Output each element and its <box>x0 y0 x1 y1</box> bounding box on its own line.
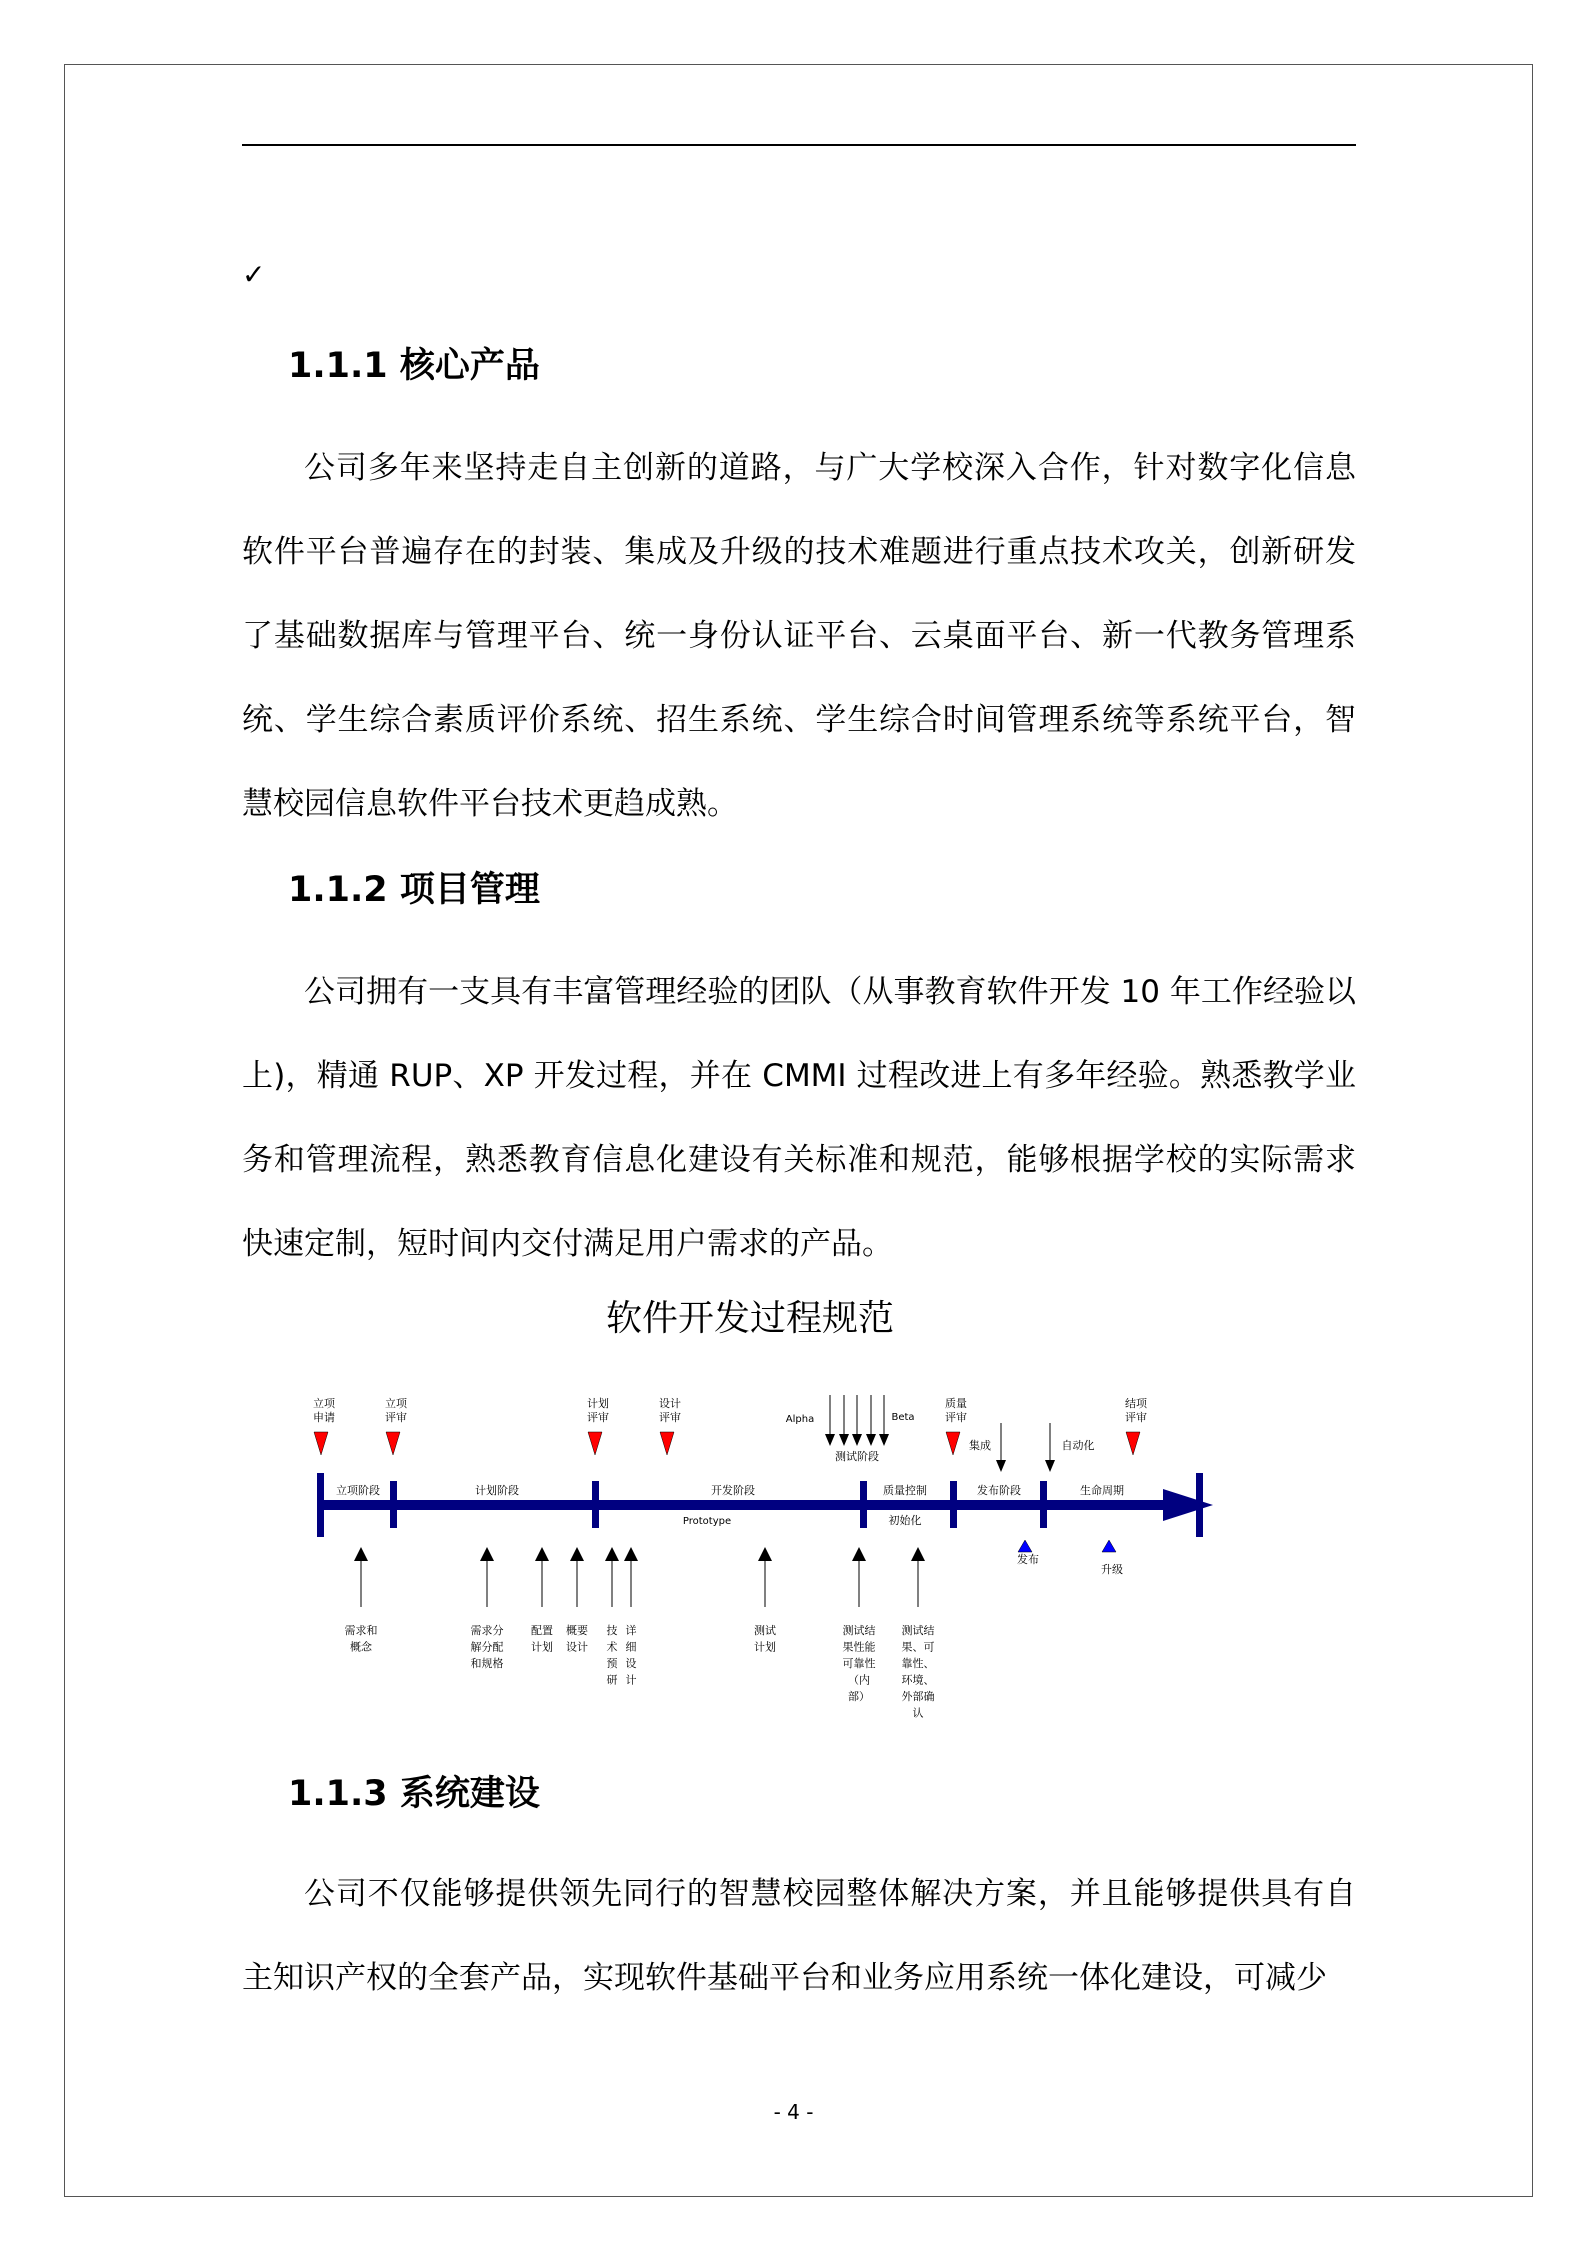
arrow-down-icon <box>839 1434 849 1446</box>
review-label: 评审 <box>659 1411 681 1424</box>
arrow-up-icon <box>480 1547 494 1561</box>
phase-divider <box>390 1481 397 1528</box>
diagram-title: 软件开发过程规范 <box>605 1298 894 1339</box>
phase-divider <box>950 1481 957 1528</box>
deliverable-label: 和规格 <box>470 1657 504 1670</box>
deliverable-label: 部） <box>848 1690 870 1703</box>
arrow-up-icon <box>911 1547 925 1561</box>
heading-project-management: 1.1.2 项目管理 <box>288 870 540 910</box>
check-mark: ✓ <box>242 258 266 291</box>
deliverable-label: 认 <box>912 1706 924 1720</box>
review-marker-icon <box>386 1432 400 1455</box>
milestone-marker-icon <box>1102 1540 1116 1552</box>
deliverable-label: 需求和 <box>344 1624 378 1637</box>
review-label: 设计 <box>659 1397 681 1410</box>
arrow-up-icon <box>570 1547 584 1561</box>
deliverable-label: 详 <box>625 1624 637 1637</box>
process-diagram <box>300 1390 1240 1740</box>
deliverable-label: 术 <box>606 1640 618 1654</box>
milestone-label: 升级 <box>1101 1563 1123 1576</box>
deliverable-label: 测试结 <box>842 1624 876 1637</box>
arrow-up-icon <box>758 1547 772 1561</box>
deliverable-label: 环境、 <box>901 1673 935 1687</box>
process-diagram-svg <box>300 1390 1240 1740</box>
phase-divider <box>1040 1481 1047 1528</box>
deliverable-label: 靠性、 <box>901 1657 935 1670</box>
deliverable-label: 技 <box>606 1624 618 1637</box>
paragraph-core-products: 公司多年来坚持走自主创新的道路，与广大学校深入合作，针对数字化信息软件平台普遍存在的封装、集成及升级的技术难题进行重点技术攻关，创新研发了基础数据库与管理平台、统一身份认证平台、云桌面平台、新一代教务管理系统、学生综合素质评价系统、招生系统、学生综合时间管理系统等系统平台，智慧校园信息软件平台技术更趋成熟。 <box>242 450 1356 822</box>
deliverable-label: 测试 <box>754 1624 776 1637</box>
header-rule <box>242 144 1356 146</box>
automation-label: 自动化 <box>1061 1439 1095 1452</box>
deliverable-label: 测试结 <box>901 1624 935 1637</box>
arrow-down-icon <box>866 1434 876 1446</box>
review-label: 评审 <box>1125 1411 1147 1424</box>
phase-label: 发布阶段 <box>977 1484 1021 1497</box>
review-label: 评审 <box>385 1411 407 1424</box>
arrow-down-icon <box>879 1434 889 1446</box>
deliverable-label: 概念 <box>350 1640 372 1654</box>
arrow-down-icon <box>996 1460 1006 1472</box>
deliverable-label: 计划 <box>531 1640 553 1654</box>
review-marker-icon <box>1126 1432 1140 1455</box>
phase-divider <box>592 1481 599 1528</box>
timeline-bar <box>321 1500 1166 1510</box>
arrow-up-icon <box>624 1547 638 1561</box>
paragraph-system-construction: 公司不仅能够提供领先同行的智慧校园整体解决方案，并且能够提供具有自主知识产权的全套产品，实现软件基础平台和业务应用系统一体化建设，可减少 <box>242 1876 1356 1996</box>
deliverable-label: 解分配 <box>470 1640 504 1654</box>
review-label: 评审 <box>587 1411 609 1424</box>
deliverable-label: 设 <box>625 1657 637 1670</box>
review-label: 申请 <box>313 1411 335 1424</box>
deliverable-label: 果性能 <box>842 1640 876 1654</box>
phase-label: 开发阶段 <box>711 1484 755 1497</box>
deliverable-label: 研 <box>606 1673 618 1687</box>
arrow-up-icon <box>605 1547 619 1561</box>
arrow-down-icon <box>852 1434 862 1446</box>
integration-label: 集成 <box>969 1439 991 1452</box>
timeline-end-tick <box>1196 1473 1203 1537</box>
review-marker-icon <box>588 1432 602 1455</box>
deliverable-label: 配置 <box>531 1624 553 1637</box>
paragraph-project-management: 公司拥有一支具有丰富管理经验的团队（从事教育软件开发 10 年工作经验以上)，精通 RUP、XP 开发过程，并在 CMMI 过程改进上有多年经验。熟悉教学业务和管理流程，熟悉教育信息化建设有关标准和规范，能够根据学校的实际需求快速定制，短时间内交付满足用户需求的产品。 <box>242 974 1356 1262</box>
deliverable-label: 计划 <box>754 1640 776 1654</box>
test-phase-label: 测试阶段 <box>835 1450 879 1463</box>
phase-label: 生命周期 <box>1080 1484 1124 1497</box>
review-label: 评审 <box>945 1411 967 1424</box>
review-label: 立项 <box>385 1397 407 1410</box>
arrow-down-icon <box>1045 1460 1055 1472</box>
phase-divider <box>860 1481 867 1528</box>
alpha-label: Alpha <box>785 1414 815 1425</box>
review-marker-icon <box>660 1432 674 1455</box>
review-label: 结项 <box>1125 1397 1147 1410</box>
timeline-arrowhead <box>1163 1489 1213 1521</box>
arrow-down-icon <box>825 1434 835 1446</box>
phase-label: 计划阶段 <box>475 1484 519 1497</box>
arrow-up-icon <box>354 1547 368 1561</box>
review-label: 计划 <box>587 1397 609 1410</box>
deliverable-label: 可靠性 <box>842 1657 876 1670</box>
deliverable-label: 设计 <box>566 1640 588 1654</box>
review-marker-icon <box>314 1432 328 1455</box>
deliverable-label: 外部确 <box>901 1690 935 1703</box>
arrow-up-icon <box>535 1547 549 1561</box>
deliverable-label: 细 <box>625 1640 637 1654</box>
timeline-start-tick <box>317 1473 324 1537</box>
review-label: 质量 <box>945 1397 967 1410</box>
deliverable-label: （内 <box>848 1673 870 1687</box>
deliverable-label: 概要 <box>566 1624 588 1637</box>
page-number: - 4 - <box>773 2100 814 2124</box>
deliverable-label: 预 <box>606 1657 618 1670</box>
prototype-label: Prototype <box>682 1516 732 1527</box>
milestone-label: 发布 <box>1017 1553 1039 1566</box>
heading-system-construction: 1.1.3 系统建设 <box>288 1774 540 1814</box>
deliverable-label: 计 <box>625 1673 637 1687</box>
review-label: 立项 <box>313 1397 335 1410</box>
init-label: 初始化 <box>888 1514 922 1527</box>
phase-label: 质量控制 <box>883 1484 927 1497</box>
phase-label: 立项阶段 <box>336 1484 380 1497</box>
milestone-marker-icon <box>1018 1540 1032 1552</box>
deliverable-label: 需求分 <box>470 1624 504 1637</box>
deliverable-label: 果、可 <box>901 1640 935 1654</box>
beta-label: Beta <box>891 1412 915 1423</box>
review-marker-icon <box>946 1432 960 1455</box>
arrow-up-icon <box>852 1547 866 1561</box>
heading-core-products: 1.1.1 核心产品 <box>288 346 540 386</box>
